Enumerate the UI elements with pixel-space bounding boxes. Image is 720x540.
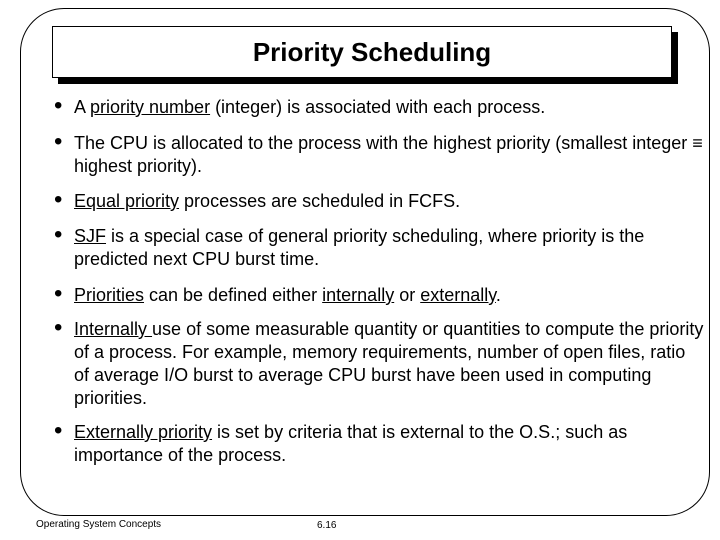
bullet-dot: • — [54, 92, 63, 119]
term-sjf: SJF — [74, 226, 107, 246]
term-priority-number: priority number — [90, 97, 211, 117]
slide-title: Priority Scheduling — [252, 36, 492, 67]
bullet-dot: • — [54, 417, 63, 444]
term-equal-priority: Equal priority — [74, 191, 180, 211]
bullet-dot: • — [54, 128, 63, 155]
bullet-5: • Priorities can be defined either internally or externally. — [54, 280, 501, 307]
term-internally: internally — [322, 285, 395, 305]
term-priorities: Priorities — [74, 285, 145, 305]
bullet-7: • Externally priority is set by criteria that is external to the O.S.; such as importance of the process. — [54, 417, 628, 465]
bullet-dot: • — [54, 314, 63, 341]
term-externally: externally — [420, 285, 496, 305]
bullet-3: • Equal priority processes are scheduled in FCFS. — [54, 186, 461, 213]
bullet-4: • SJF is a special case of general priority scheduling, where priority is the predicted next CPU burst time. — [54, 221, 645, 269]
bullet-dot: • — [54, 186, 63, 213]
bullet-2: • The CPU is allocated to the process with the highest priority (smallest integer ≡ highest priority). — [54, 128, 703, 176]
footer-course: Operating System Concepts — [36, 519, 162, 530]
bullet-1: • A priority number (integer) is associated with each process. — [54, 92, 546, 119]
term-externally-priority: Externally priority — [74, 422, 213, 442]
title-box — [52, 26, 672, 78]
bullet-dot: • — [54, 221, 63, 248]
bullet-6: • Internally use of some measurable quantity or quantities to compute the priority of a process. For example, memory requirements, number of open files, ratio of average I/O burst to average CPU burst have been used in computing priorities. — [54, 314, 704, 408]
bullet-dot: • — [54, 280, 63, 307]
term-internally-def: Internally — [74, 319, 153, 339]
footer-slide-number: 6.16 — [317, 520, 337, 531]
